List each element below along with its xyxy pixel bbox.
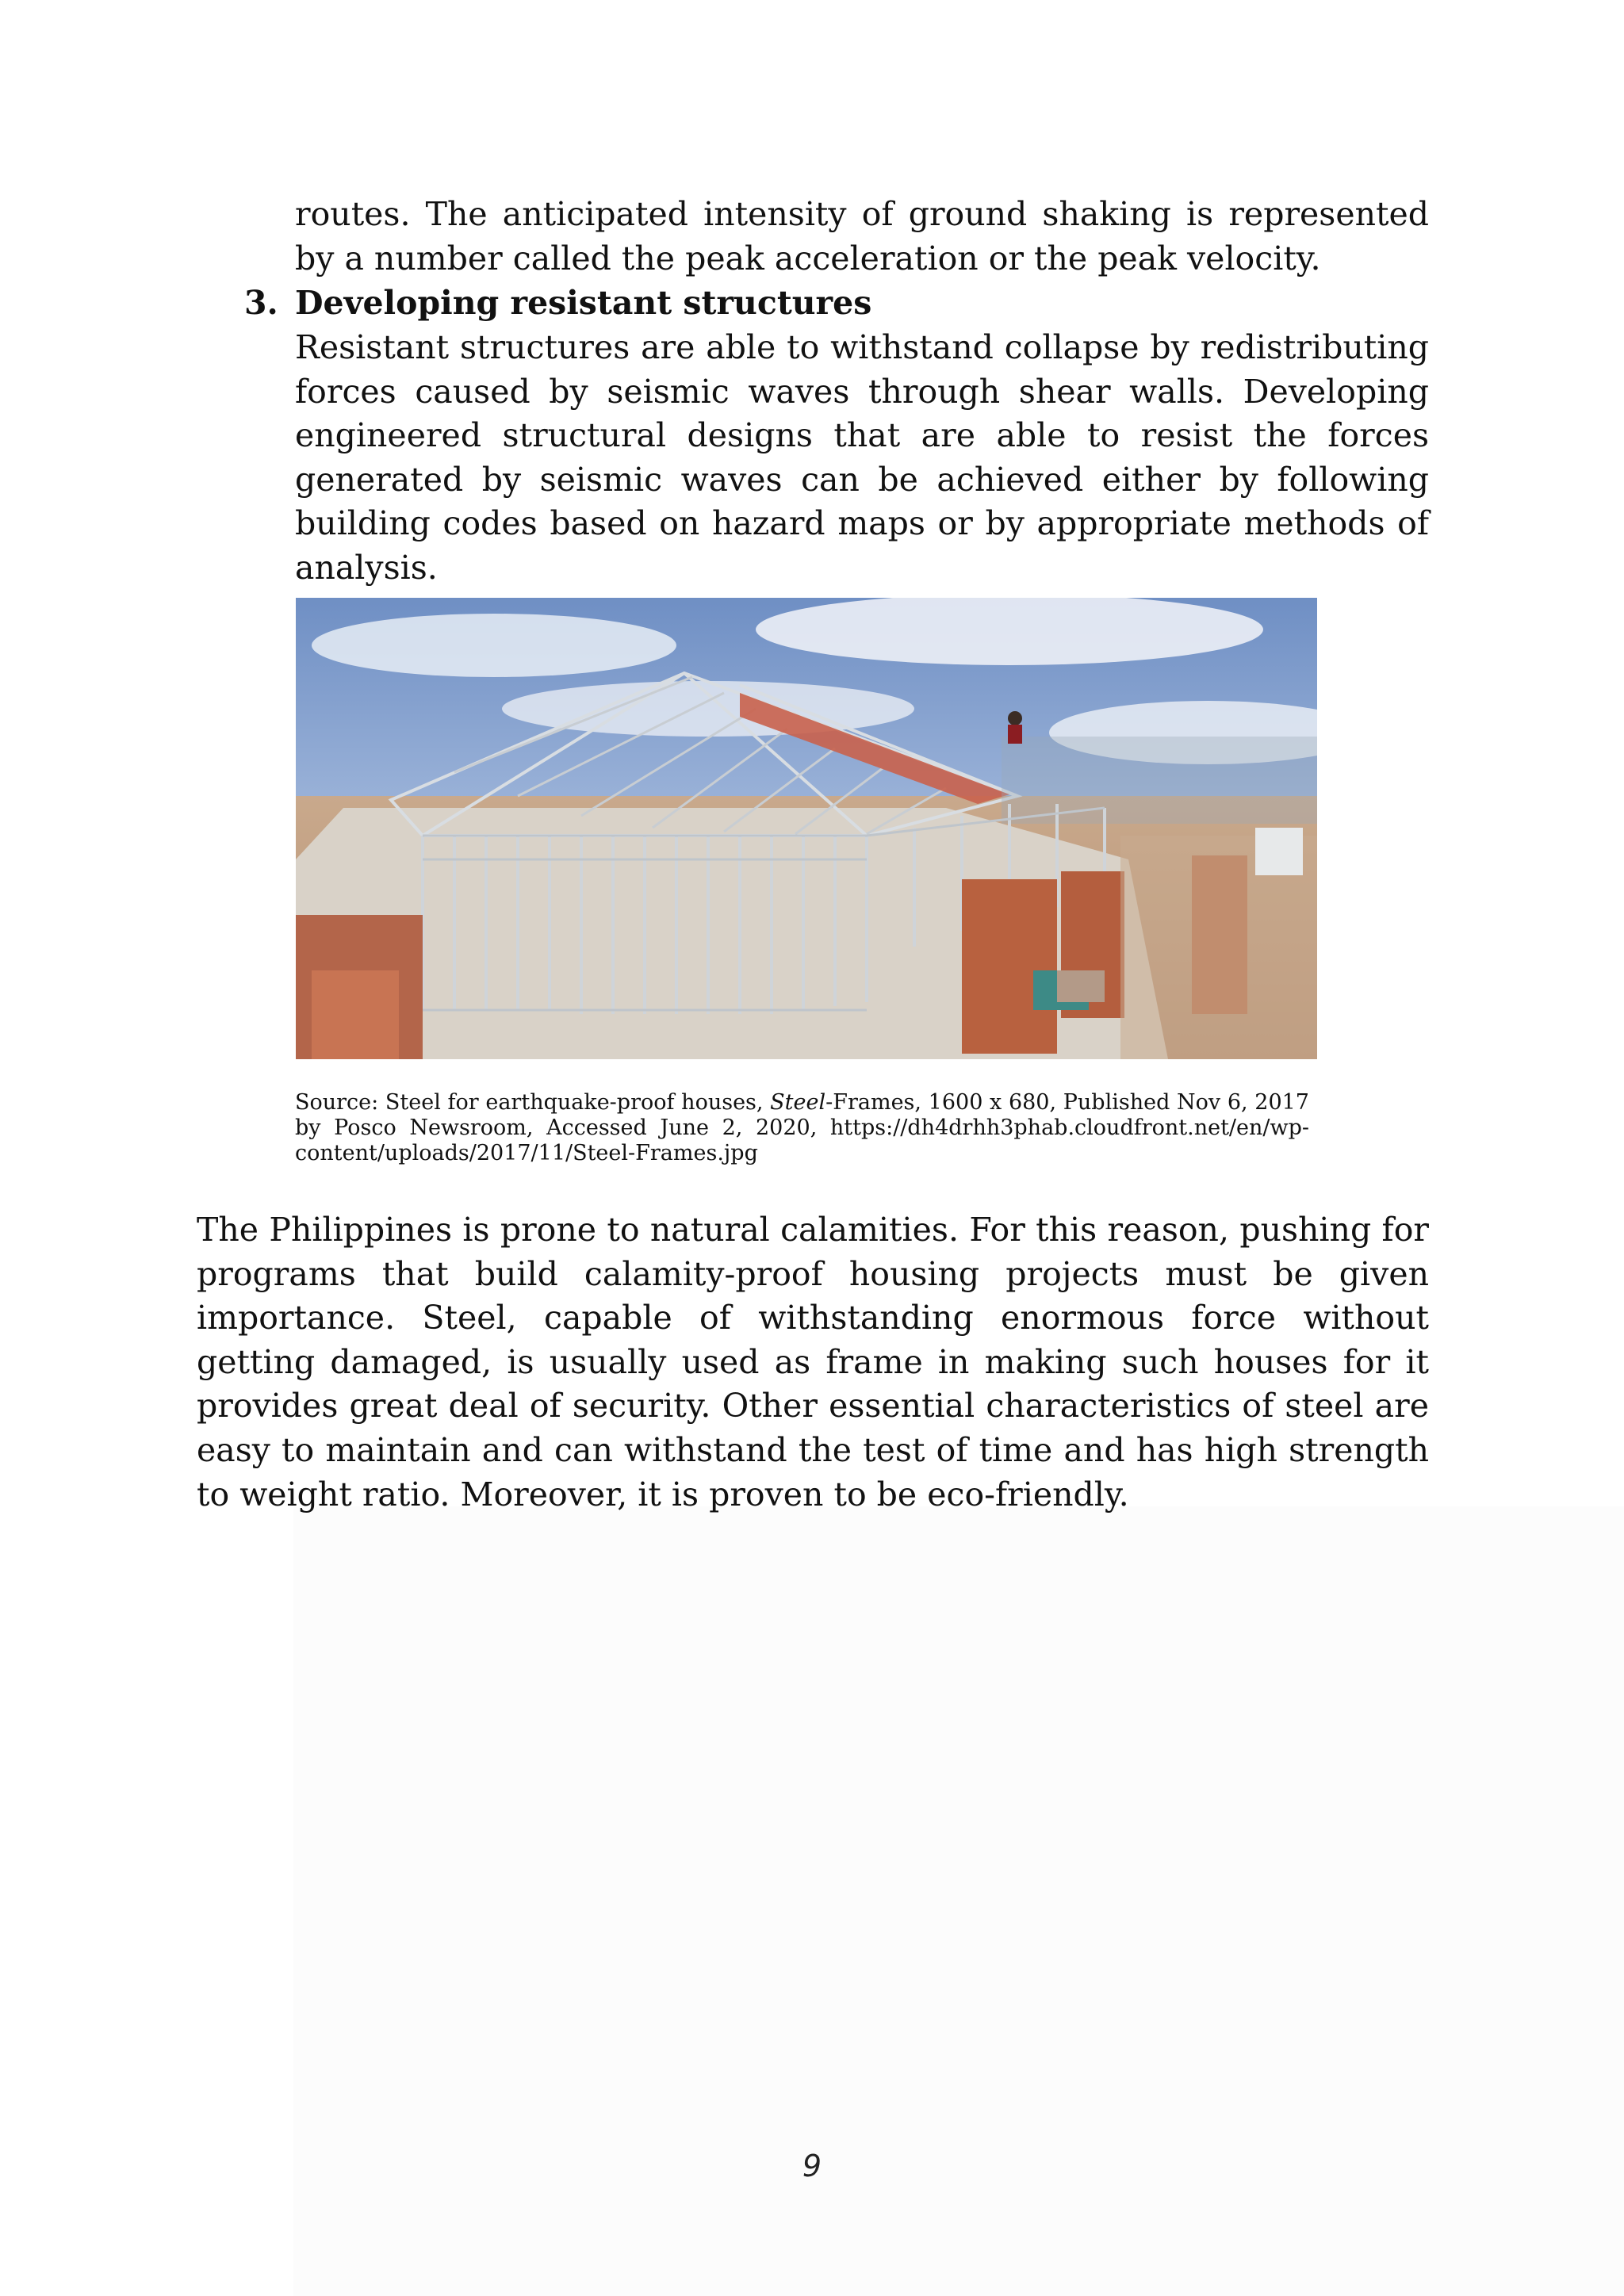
closing-paragraph: The Philippines is prone to natural calamities. For this reason, pushing for programs that build calamity-proof housing projects must be given importance. Steel, capable of withstanding enormous force without getting damaged, is usually used as frame in making such houses for it provides great deal of security. Other essential characteristics of steel are easy to maintain and can withstand the test of time and has high strength to weight ratio. Moreover, it is proven to be eco-friendly. [197,1211,1429,1513]
intro-continuation-paragraph: routes. The anticipated intensity of ground shaking is represented by a number called the peak acceleration or the peak velocity. [295,195,1429,277]
figure-source-caption [295,1090,1309,1166]
list-item-heading: Developing resistant structures [295,284,872,322]
caption-prefix: Source: Steel for earthquake-proof houses, [295,1090,771,1115]
page-background-shade [293,1506,1624,2296]
steel-frame-house-photo [296,598,1317,1059]
caption-suffix: -Frames, 1600 x 680, Published Nov 6, 2017 by Posco Newsroom, Accessed June 2, 2020, https://dh4drhh3phab.cloudfront.net/en/wp-content/uploads/2017/11/Steel-Frames.jpg [295,1090,1309,1165]
list-item-number: 3. [244,284,278,322]
caption-italic-word: Steel [770,1090,826,1115]
page-number: 9 [802,2149,822,2183]
resistant-structures-paragraph: Resistant structures are able to withstand collapse by redistributing forces caused by seismic waves through shear walls. Developing engineered structural designs that are able to resist the forces generated by seismic waves can be achieved either by following building codes based on hazard maps or by appropriate methods of analysis. [295,328,1429,587]
